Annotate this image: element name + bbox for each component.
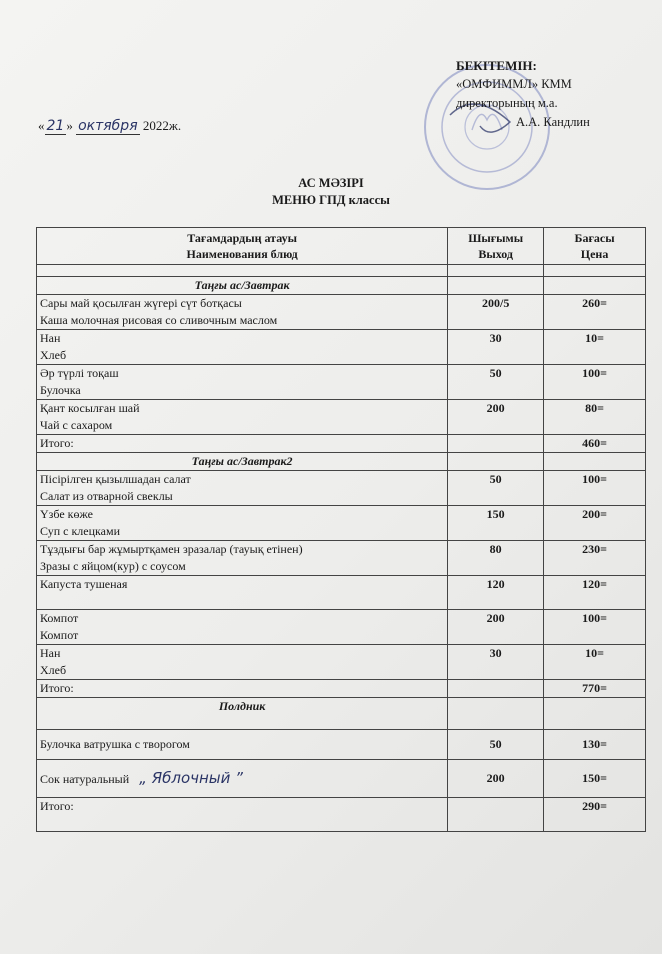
table-row: Нан Хлеб 30 10= — [37, 645, 646, 680]
table-row: Нан Хлеб 30 10= — [37, 330, 646, 365]
document-date — [38, 118, 181, 134]
title-ru: МЕНЮ ГПД классы — [272, 193, 390, 207]
section-title: Таңғы ас/Завтрак2 — [37, 453, 646, 471]
approval-title: БЕКІТЕМІН: — [456, 58, 537, 73]
menu-table — [36, 227, 646, 832]
table-row: Қант косылған шай Чай с сахаром 200 80= — [37, 400, 646, 435]
date-month: октября — [78, 118, 138, 134]
approval-name: А.А. Кандлин — [516, 115, 590, 129]
section-title: Полдник — [37, 698, 646, 730]
handwritten-note: „ Яблочный ” — [139, 768, 243, 787]
section-title: Таңғы ас/Завтрак — [37, 277, 646, 295]
date-day: 21 — [46, 118, 65, 134]
approval-position: директорының м.а. — [456, 96, 558, 110]
table-row: Сары май қосылған жүгері сүт ботқасы Каша молочная рисовая со сливочным маслом 200/5 260= — [37, 295, 646, 330]
header-price: Бағасы Цена — [544, 228, 646, 265]
header-output: Шығымы Выход — [448, 228, 544, 265]
date-quote-close: » — [66, 118, 73, 133]
header-name: Тағамдардың атауы Наименования блюд — [37, 228, 448, 265]
title-kz: АС МӘЗІРІ — [298, 176, 364, 190]
total-row: Итого: 770= — [37, 680, 646, 698]
table-row: Үзбе көже Суп с клецками 150 200= — [37, 506, 646, 541]
table-row: Әр түрлі тоқаш Булочка 50 100= — [37, 365, 646, 400]
table-row: Капуста тушеная 120 120= — [37, 576, 646, 610]
total-row: Итого: 460= — [37, 435, 646, 453]
table-row: Сок натуральный „ Яблочный ” 200 150= — [37, 760, 646, 798]
table-row: Булочка ватрушка с творогом 50 130= — [37, 730, 646, 760]
table-header — [37, 228, 646, 265]
table-row: Тұздығы бар жұмыртқамен зразалар (тауық етінен) Зразы с яйцом(кур) с соусом 80 230= — [37, 541, 646, 576]
date-quote-open: « — [38, 118, 45, 133]
date-year: 2022ж. — [142, 118, 182, 133]
approval-block — [456, 56, 590, 132]
table-row: Пісірілген қызылшадан салат Салат из отварной свеклы 50 100= — [37, 471, 646, 506]
total-row: Итого: 290= — [37, 798, 646, 832]
approval-org: «ОМФИММЛ» КММ — [456, 77, 572, 91]
table-row: Компот Компот 200 100= — [37, 610, 646, 645]
